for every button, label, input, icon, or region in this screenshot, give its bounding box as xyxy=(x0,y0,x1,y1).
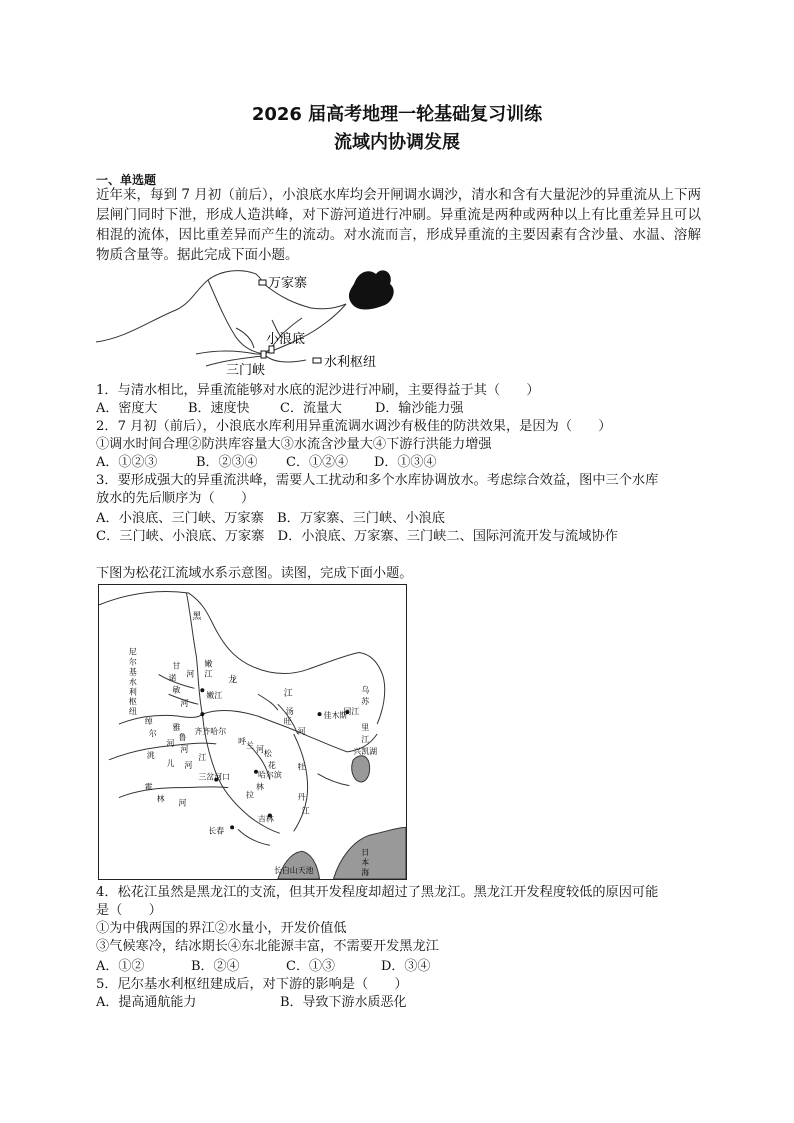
yellow-river-map xyxy=(96,268,426,378)
q4-stem-line1: 4．松花江虽然是黑龙江的支流，但其开发程度却超过了黑龙江。黑龙江开发程度较低的原因可能 xyxy=(96,885,659,900)
songhua-river-map xyxy=(98,584,407,880)
label-nierji: 枢 xyxy=(128,697,137,707)
reservoir-marker xyxy=(261,351,266,358)
label-nierji: 尔 xyxy=(128,657,137,667)
label-wusuli: 乌 xyxy=(361,685,370,695)
label-he: 河 xyxy=(180,744,189,754)
label-he: 河 xyxy=(255,744,264,754)
label-xingkaihu: 兴凯湖 xyxy=(353,746,378,756)
option-c[interactable]: C．流量大 xyxy=(280,401,342,416)
label-riben: 海 xyxy=(361,868,370,878)
label-songhua: 松 xyxy=(263,748,272,758)
label-harbin: 哈尔滨 xyxy=(257,770,282,780)
option-b[interactable]: B．②③④ xyxy=(196,455,258,470)
label-changbaishan: 长白山天池 xyxy=(273,866,314,876)
option-a[interactable]: A．提高通航能力 xyxy=(96,995,197,1010)
label-he: 河 xyxy=(186,669,195,679)
q4-items-1: ①为中俄两国的界江②水量小，开发价值低 xyxy=(96,921,347,936)
nenjiang-river xyxy=(186,593,248,815)
label-songhua: 花 xyxy=(267,760,276,770)
legend-symbol xyxy=(313,358,321,363)
river xyxy=(119,787,228,798)
intro-paragraph-1: 近年来，每到 7 月初（前后），小浪底水库均会开闸调水调沙，清水和含有大量泥沙的异重流从上下两层闸门同时下泄，形成人造洪峰，对下游河道进行冲刷。异重流是两种或两种以上有比重差异且可以相混的流体，因比重差异而产生的流动。对水流而言，形成异重流的主要因素有含沙量、水温、溶解物质含量等。据此完成下面小题。 xyxy=(96,187,701,263)
option-d[interactable]: D．①③④ xyxy=(374,455,437,470)
q1-stem: 1．与清水相比，异重流能够对水底的泥沙进行冲刷，主要得益于其（ ） xyxy=(96,383,540,398)
label-lafa: 林 xyxy=(255,782,264,792)
label-nierji: 利 xyxy=(128,687,137,697)
label-sanmenxia: 三门峡 xyxy=(226,363,266,378)
label-mudan: 丹 xyxy=(297,792,306,802)
option-b[interactable]: B．速度快 xyxy=(188,401,250,416)
label-chuoer: 尔 xyxy=(148,728,157,738)
city-dot xyxy=(200,712,204,716)
label-chuoer: 洮 xyxy=(146,750,155,760)
option-a[interactable]: A．①②③ xyxy=(96,455,158,470)
label-jiang: 江 xyxy=(198,752,207,762)
label-hulan: 兰 xyxy=(246,740,254,750)
option-d[interactable]: D．③④ xyxy=(381,959,431,974)
q1-options xyxy=(96,400,463,418)
river xyxy=(294,734,308,831)
page-title: 2026 届高考地理一轮基础复习训练 xyxy=(251,104,543,125)
label-nen: 嫩 xyxy=(204,659,213,669)
label-chuoer: 绰 xyxy=(144,717,153,727)
river xyxy=(318,774,350,786)
q2-stem: 2．7 月初（前后），小浪底水库利用异重流调水调沙有极佳的防洪效果，是因为（ ） xyxy=(96,419,612,434)
label-long: 龙 xyxy=(228,675,238,686)
label-jiamusi: 佳木斯 xyxy=(323,711,348,721)
label-yalu: 雅 xyxy=(172,723,181,733)
label-tangwang: 旺 xyxy=(283,717,292,727)
option-a[interactable]: A．①② xyxy=(96,959,145,974)
label-he: 河 xyxy=(178,798,187,808)
label-nierji: 尼 xyxy=(128,647,137,657)
label-mudan: 江 xyxy=(301,806,310,816)
river-path xyxy=(264,354,306,362)
q3-stem-line1: 3．要形成强大的异重流洪峰，需要人工扰动和多个水库协调放水。考虑综合效益，图中三个水库 xyxy=(96,473,659,488)
label-wusuli: 苏 xyxy=(361,697,370,707)
section-heading: 一、单选题 xyxy=(96,173,157,187)
label-he: 河 xyxy=(297,726,306,736)
option-b[interactable]: B．导致下游水质恶化 xyxy=(280,995,407,1010)
legend-label: 水利枢纽 xyxy=(324,355,377,370)
label-riben: 日 xyxy=(361,848,370,858)
option-c[interactable]: C．①②④ xyxy=(286,455,348,470)
q3-options-cd[interactable]: C．三门峡、小浪底、万家寨 D．小浪底、万家寨、三门峡二、国际河流开发与流域协作 xyxy=(96,529,618,544)
label-mudan: 牡 xyxy=(297,762,306,772)
label-nierji: 水 xyxy=(128,677,137,687)
option-a[interactable]: A．密度大 xyxy=(96,401,158,416)
q2-options xyxy=(96,454,436,472)
q2-items: ①调水时间合理②防洪库容量大③水流含沙量大④下游行洪能力增强 xyxy=(96,437,492,452)
label-nuomin: 诺 xyxy=(168,673,177,683)
reservoir-marker xyxy=(269,346,274,353)
label-he: 河 xyxy=(184,760,193,770)
label-tangwang: 汤 xyxy=(285,707,294,717)
label-wusuli: 江 xyxy=(361,734,370,744)
label-chuoer: 儿 xyxy=(166,758,175,768)
city-dot xyxy=(200,688,204,692)
label-nierji: 基 xyxy=(128,667,137,677)
q3-options-ab[interactable]: A．小浪底、三门峡、万家寨 B．万家寨、三门峡、小浪底 xyxy=(96,511,445,526)
q4-options xyxy=(96,958,430,976)
label-nenjiang-town: 嫩江 xyxy=(206,691,223,701)
sea-japan-area xyxy=(333,827,406,879)
label-wanjiazhai: 万家寨 xyxy=(268,276,308,291)
label-nuomin: 敏 xyxy=(172,685,181,695)
xingkai-lake xyxy=(352,756,370,782)
city-dot xyxy=(230,825,234,829)
page-subtitle: 流域内协调发展 xyxy=(334,132,460,153)
label-jiang: 江 xyxy=(283,689,293,700)
label-huolin: 林 xyxy=(156,794,165,804)
city-dot xyxy=(318,712,322,716)
basin-boundary xyxy=(99,591,385,727)
reservoir-marker xyxy=(259,280,266,285)
q4-stem-line2: 是（ ） xyxy=(96,903,162,918)
label-nierji: 纽 xyxy=(128,707,137,717)
label-gan: 甘 xyxy=(172,661,181,671)
label-hei: 黑 xyxy=(192,611,202,622)
river-path xyxy=(208,280,264,354)
river xyxy=(258,694,278,710)
label-tongjiang: 同江 xyxy=(343,707,360,717)
label-jiang-nen: 江 xyxy=(204,669,213,679)
river-path xyxy=(236,328,254,348)
intro-paragraph-2: 下图为松花江流域水系示意图。读图，完成下面小题。 xyxy=(96,566,413,581)
label-sanchahekou: 三岔河口 xyxy=(198,772,231,782)
label-changchun: 长春 xyxy=(208,826,225,836)
sea-area xyxy=(349,270,394,309)
label-he: 河 xyxy=(180,699,189,709)
option-c[interactable]: C．①③ xyxy=(286,959,335,974)
option-d[interactable]: D．输沙能力强 xyxy=(375,401,464,416)
label-he: 河 xyxy=(166,738,175,748)
label-huolin: 霍 xyxy=(144,782,153,792)
label-hulan: 呼 xyxy=(238,736,247,746)
label-jilin: 吉林 xyxy=(257,814,274,824)
option-b[interactable]: B．②④ xyxy=(191,959,240,974)
label-yalu: 鲁 xyxy=(178,732,187,742)
q4-items-2: ③气候寒冷，结冰期长④东北能源丰富，不需要开发黑龙江 xyxy=(96,939,439,954)
q5-options xyxy=(96,994,407,1012)
label-xiaolangdi: 小浪底 xyxy=(266,332,306,347)
label-wusuli: 里 xyxy=(361,723,370,733)
label-riben: 本 xyxy=(361,858,370,868)
label-qiqihar: 齐齐哈尔 xyxy=(194,726,227,736)
q3-stem-line2: 放水的先后顺序为（ ） xyxy=(96,491,255,506)
river xyxy=(238,829,270,845)
label-lafa: 拉 xyxy=(246,790,254,800)
q5-stem: 5．尼尔基水利枢纽建成后，对下游的影响是（ ） xyxy=(96,977,408,992)
river-path xyxy=(96,271,264,342)
